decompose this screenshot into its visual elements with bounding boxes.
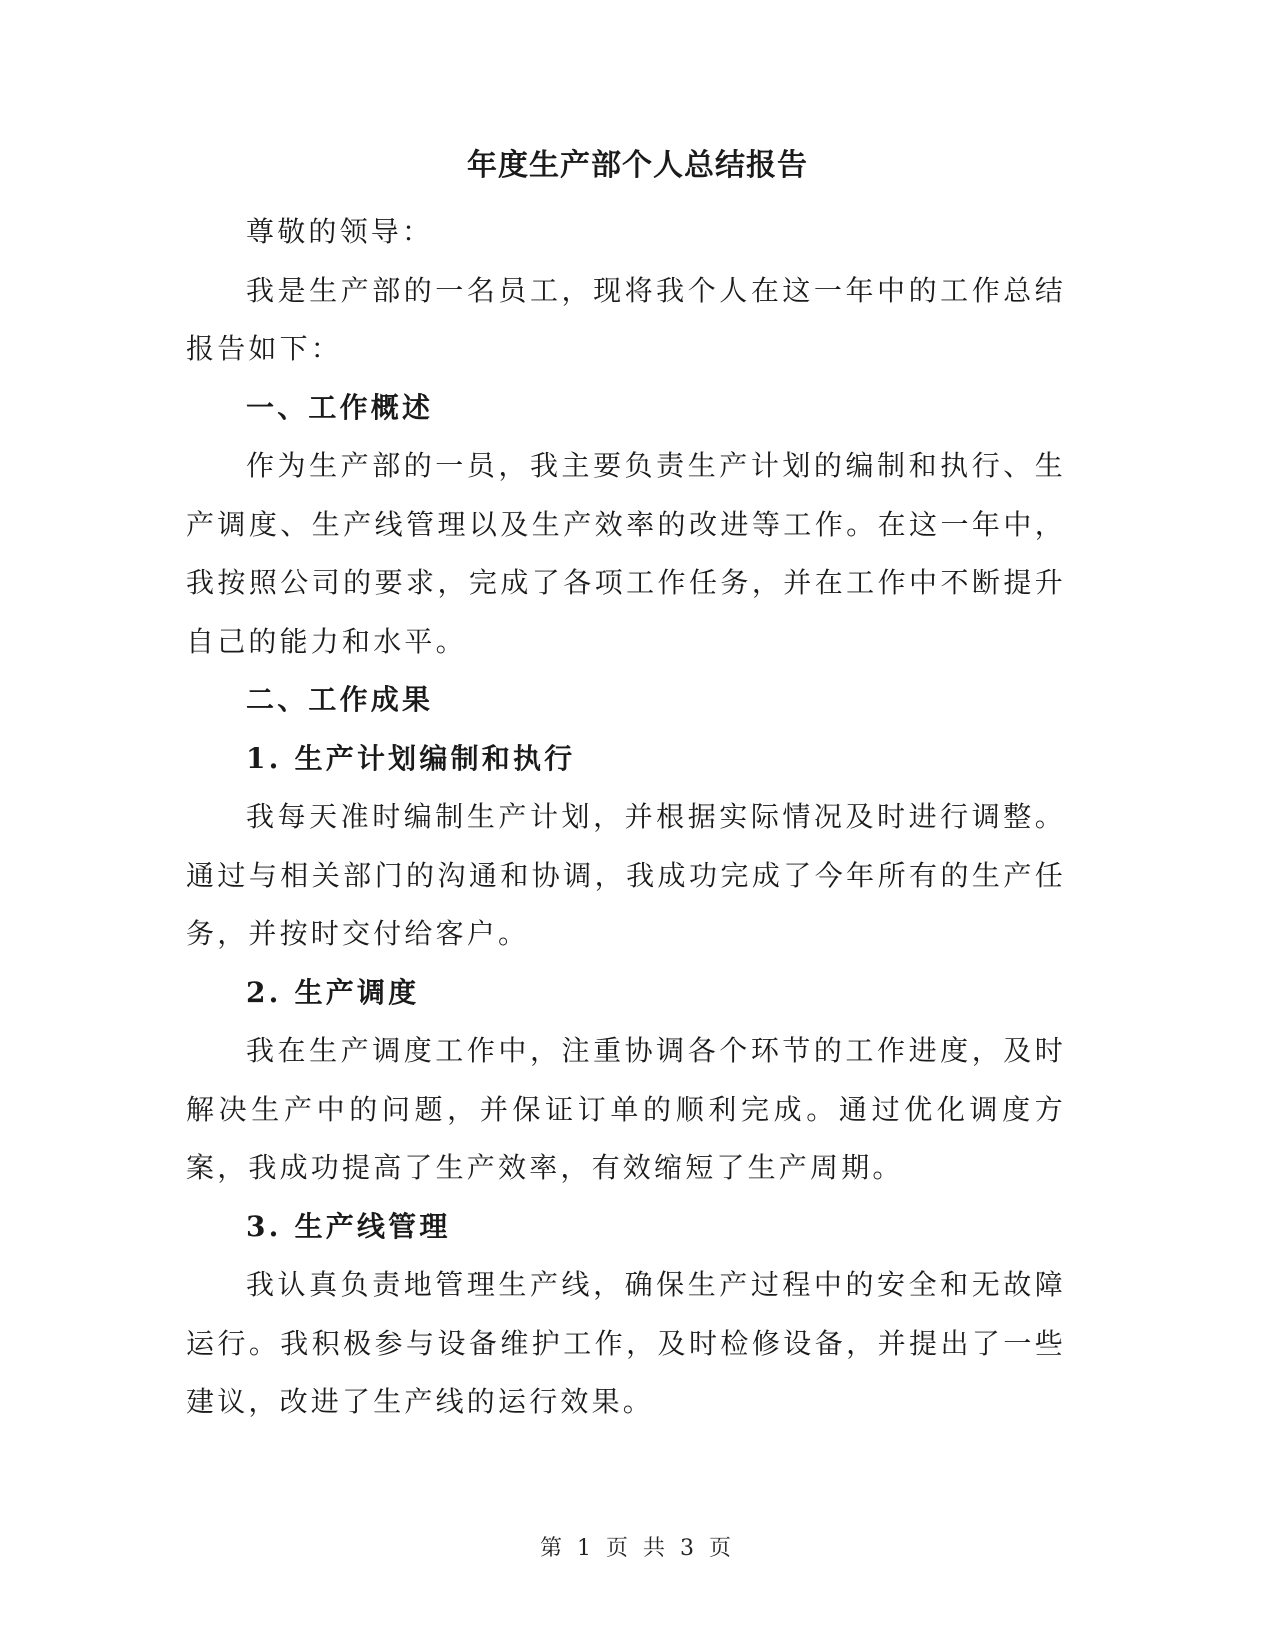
plan-paragraph: 我每天准时编制生产计划，并根据实际情况及时进行调整。通过与相关部门的沟通和协调，我成功完成了今年所有的生产任务，并按时交付给客户。 xyxy=(186,800,1066,950)
scheduling-paragraph: 我在生产调度工作中，注重协调各个环节的工作进度，及时解决生产中的问题，并保证订单的顺利完成。通过优化调度方案，我成功提高了生产效率，有效缩短了生产周期。 xyxy=(186,1034,1066,1184)
subheading-line-management: 3. 生产线管理 xyxy=(246,1209,451,1243)
section-heading-overview: 一、工作概述 xyxy=(246,390,434,424)
subheading-scheduling: 2. 生产调度 xyxy=(246,975,420,1009)
intro-paragraph: 我是生产部的一名员工，现将我个人在这一年中的工作总结报告如下： xyxy=(186,273,1066,365)
document-body xyxy=(186,203,1066,1432)
salutation: 尊敬的领导： xyxy=(246,215,434,248)
overview-paragraph: 作为生产部的一员，我主要负责生产计划的编制和执行、生产调度、生产线管理以及生产效率的改进等工作。在这一年中，我按照公司的要求，完成了各项工作任务，并在工作中不断提升自己的能力和水平。 xyxy=(186,449,1066,658)
page-number: 第 1 页 共 3 页 xyxy=(540,1536,735,1561)
subheading-plan: 1. 生产计划编制和执行 xyxy=(246,741,576,775)
document-title: 年度生产部个人总结报告 xyxy=(467,148,808,183)
line-management-paragraph: 我认真负责地管理生产线，确保生产过程中的安全和无故障运行。我积极参与设备维护工作，及时检修设备，并提出了一些建议，改进了生产线的运行效果。 xyxy=(186,1268,1066,1418)
section-heading-results: 二、工作成果 xyxy=(246,683,434,716)
